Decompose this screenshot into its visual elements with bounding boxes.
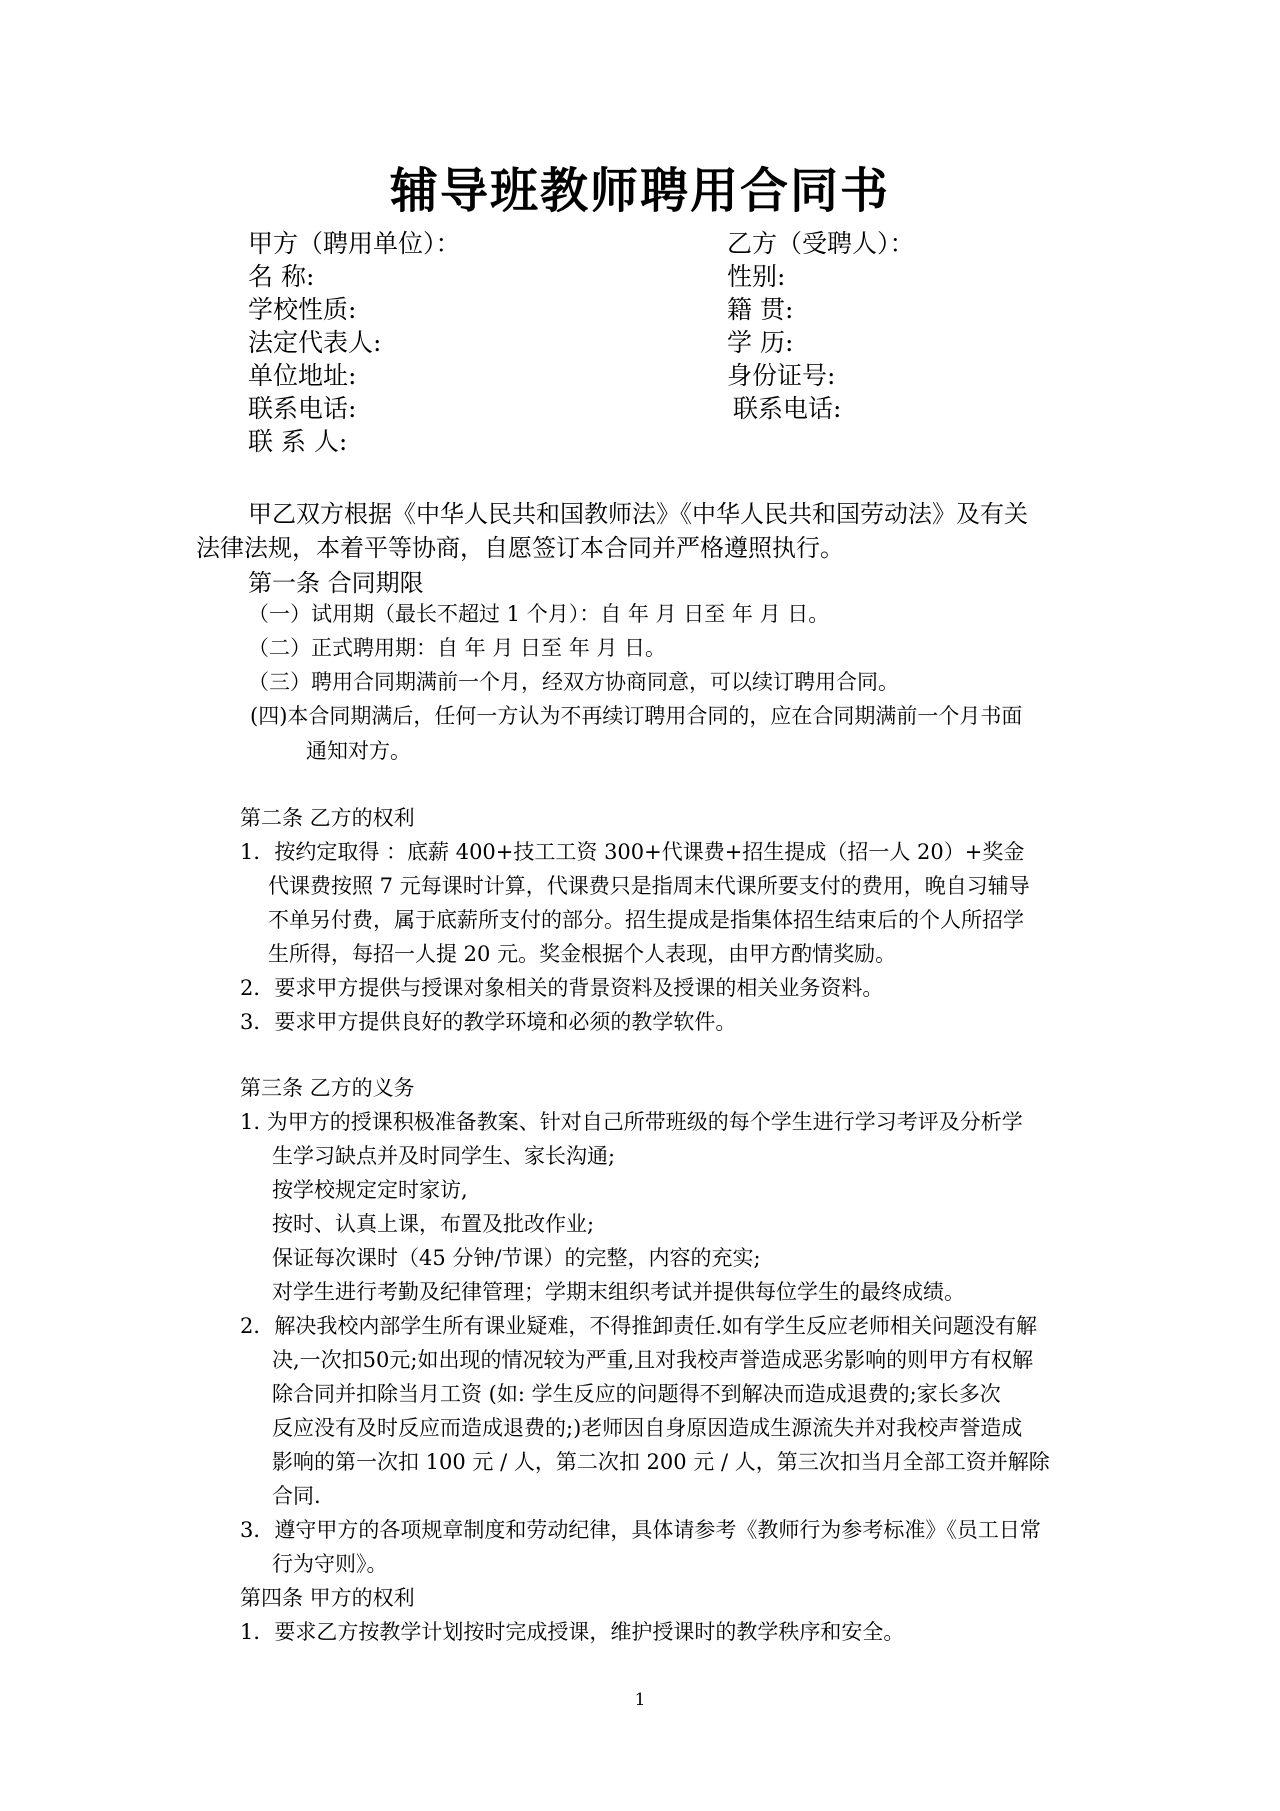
- party-b-education-label: 学 历:: [727, 328, 794, 357]
- article-2-item: 生所得，每招一人提 20 元。奖金根据个人表现，由甲方酌情奖励。: [268, 942, 897, 966]
- article-3-item: 按时、认真上课，布置及批改作业;: [272, 1212, 595, 1236]
- article-3-item: 对学生进行考勤及纪律管理；学期末组织考试并提供每位学生的最终成绩。: [272, 1280, 965, 1304]
- party-a-contact-label: 联 系 人:: [248, 427, 348, 456]
- article-2-item: 代课费按照 7 元每课时计算，代课费只是指周末代课所要支付的费用，晚自习辅导: [268, 874, 1030, 898]
- article-3-item: 保证每次课时（45 分钟/节课）的完整，内容的充实;: [272, 1246, 761, 1270]
- article-3-item: 决,一次扣50元;如出现的情况较为严重,且对我校声誉造成恶劣影响的则甲方有权解: [272, 1348, 1034, 1372]
- article-2-item: 不单另付费，属于底薪所支付的部分。招生提成是指集体招生结束后的个人所招学: [268, 908, 1024, 932]
- article-3-item: 行为守则》。: [272, 1552, 388, 1576]
- party-a-header: 甲方（聘用单位）：: [248, 229, 461, 258]
- party-a-address-label: 单位地址:: [248, 361, 357, 390]
- article-2-item: 1．按约定取得 ：底薪 400+技工工资 300+代课费+招生提成（招一人 20）+奖金: [240, 840, 1025, 864]
- article-3-item: 1. 为甲方的授课积极准备教案、针对自己所带班级的每个学生进行学习考评及分析学: [240, 1110, 1023, 1134]
- article-2-item: 2．要求甲方提供与授课对象相关的背景资料及授课的相关业务资料。: [240, 976, 884, 1000]
- article-1-item: （三）聘用合同期满前一个月，经双方协商同意，可以续订聘用合同。: [248, 670, 899, 694]
- party-a-legal-rep-label: 法定代表人:: [248, 328, 382, 357]
- article-4-item: 1．要求乙方按教学计划按时完成授课，维护授课时的教学秩序和安全。: [240, 1620, 905, 1644]
- article-3-item: 3．遵守甲方的各项规章制度和劳动纪律，具体请参考《教师行为参考标准》《员工日常: [240, 1518, 1041, 1542]
- intro-paragraph-line: 甲乙双方根据《中华人民共和国教师法》《中华人民共和国劳动法》及有关: [248, 500, 1028, 528]
- party-b-phone-label: 联系电话:: [733, 394, 842, 423]
- article-1-title: 第一条 合同期限: [248, 569, 424, 597]
- party-b-id-label: 身份证号:: [727, 361, 836, 390]
- article-3-title: 第三条 乙方的义务: [240, 1076, 415, 1100]
- party-b-gender-label: 性别:: [727, 262, 786, 291]
- article-4-title: 第四条 甲方的权利: [240, 1586, 415, 1610]
- article-3-item: 生学习缺点并及时同学生、家长沟通;: [272, 1144, 616, 1168]
- page-number: 1: [634, 1690, 646, 1710]
- article-3-item: 2．解决我校内部学生所有课业疑难，不得推卸责任.如有学生反应老师相关问题没有解: [240, 1314, 1038, 1338]
- party-a-school-type-label: 学校性质:: [248, 295, 357, 324]
- article-1-item: （一）试用期（最长不超过 1 个月）：自 年 月 日至 年 月 日。: [248, 602, 830, 626]
- article-2-item: 3．要求甲方提供良好的教学环境和必须的教学软件。: [240, 1010, 737, 1034]
- party-b-origin-label: 籍 贯:: [727, 295, 794, 324]
- article-1-item: (四)本合同期满后，任何一方认为不再续订聘用合同的，应在合同期满前一个月书面: [250, 704, 1023, 728]
- party-a-name-label: 名 称:: [248, 262, 315, 291]
- party-b-header: 乙方（受聘人）：: [727, 229, 915, 258]
- article-3-item: 反应没有及时反应而造成退费的;)老师因自身原因造成生源流失并对我校声誉造成: [272, 1416, 1023, 1440]
- article-1-item: 通知对方。: [306, 739, 411, 763]
- intro-paragraph-line: 法律法规，本着平等协商，自愿签订本合同并严格遵照执行。: [196, 534, 844, 562]
- article-3-item: 合同.: [272, 1484, 321, 1508]
- document-title: 辅导班教师聘用合同书: [389, 163, 890, 219]
- article-2-title: 第二条 乙方的权利: [240, 806, 415, 830]
- article-3-item: 按学校规定定时家访,: [272, 1178, 468, 1202]
- article-3-item: 除合同并扣除当月工资 (如: 学生反应的问题得不到解决而造成退费的;家长多次: [272, 1382, 1001, 1406]
- article-1-item: （二）正式聘用期：自 年 月 日至 年 月 日。: [248, 636, 667, 660]
- party-a-phone-label: 联系电话:: [248, 394, 357, 423]
- article-3-item: 影响的第一次扣 100 元 / 人，第二次扣 200 元 / 人，第三次扣当月全部工资并解除: [272, 1450, 1050, 1474]
